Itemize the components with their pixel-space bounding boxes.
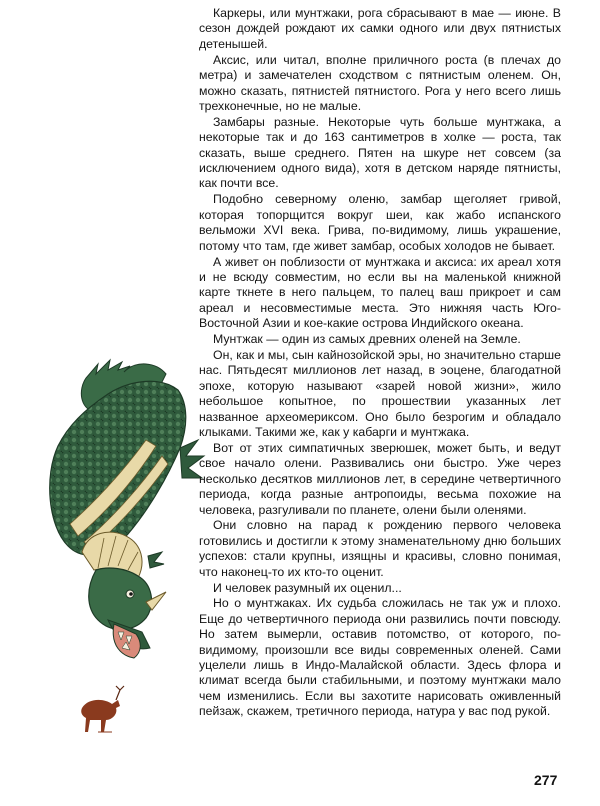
paragraph: Аксис, или читал, вполне приличного роста (в плечах до метра) и замечателен сходством с пятнистым оленем. Он, можно сказать, пятнистей пятнистого. Рога у него всего лишь трехконечные, но не малые. [199, 52, 561, 113]
paragraph: Они словно на парад к рождению первого человека готовились и достигли к этому знаменательному дню больших успехов: стали крупны, изящны и красивы, словно понимая, что наконец-то их кто-то оценит. [199, 518, 561, 579]
article-text [199, 6, 561, 720]
page-number: 277 [534, 772, 558, 788]
paragraph: И человек разумный их оценил... [213, 580, 402, 595]
paragraph: Каркеры, или мунтжаки, рога сбрасывают в мае — июне. В сезон дождей рождают их самки одного или двух пятнистых детенышей. [199, 6, 561, 51]
paragraph: Он, как и мы, сын кайнозойской эры, но значительно старше нас. Пятьдесят миллионов лет назад, в эоцене, благодатной эпохе, которую называют «зарей новой жизни», жило небольшое копытное, по прошествии указанных лет названное археомериксом. Оно было безрогим и обладало клыками. Такими же, как у кабарги и мунтжака. [199, 347, 561, 439]
paragraph: Мунтжак — один из самых древних оленей на Земле. [213, 332, 521, 347]
paragraph: Но о мунтжаках. Их судьба сложилась не так уж и плохо. Еще до четвертичного периода они развились почти повсюду. Но затем вымерли, оставив потомство, от которого, по-видимому, произошли все виды современных оленей. Сами уцелели лишь в Индо-Малайской области. Здесь флора и климат всегда были стабильными, и поэтому мунтжаки мало чем изменились. Если вы захотите нарисовать оживленный пейзаж, скажем, третичного периода, натура у вас под рукой. [199, 596, 561, 719]
small-deer-illustration [81, 686, 124, 732]
paragraph: Вот от этих симпатичных зверюшек, может быть, и ведут свое начало олени. Развивались они быстро. Уже через несколько десятков миллионов лет, в середине четвертичного периода, когда разные антропоиды, весьма похожие на человека, разгуливали по планете, олени были оленями. [199, 440, 561, 517]
dinosaur-head [89, 568, 152, 630]
paragraph: А живет он поблизости от мунтжака и аксиса: их ареал хотя и не всюду совместим, но если вы на маленькой книжной карте ткнете в него пальцем, то палец ваш прикроет и сам ареал и несовместимые места. Это нижняя часть Юго-Восточной Азии и кое-какие острова Индийского океана. [199, 254, 561, 331]
dinosaur-illustration [38, 356, 213, 746]
paragraph: Замбары разные. Некоторые чуть больше мунтжака, а некоторые так и до 163 сантиметров в холке — роста, так сказать, выше среднего. Пятен на шкуре нет совсем (за исключением одного вида), хотя в детском наряде пятнисты, как почти все. [199, 114, 561, 191]
paragraph: Подобно северному оленю, замбар щеголяет гривой, которая топорщится вокруг шеи, как жабо испанского вельможи XVI века. Грива, по-видимому, лишь украшение, потому что там, где живет замбар, особых холодов не бывает. [199, 192, 561, 253]
